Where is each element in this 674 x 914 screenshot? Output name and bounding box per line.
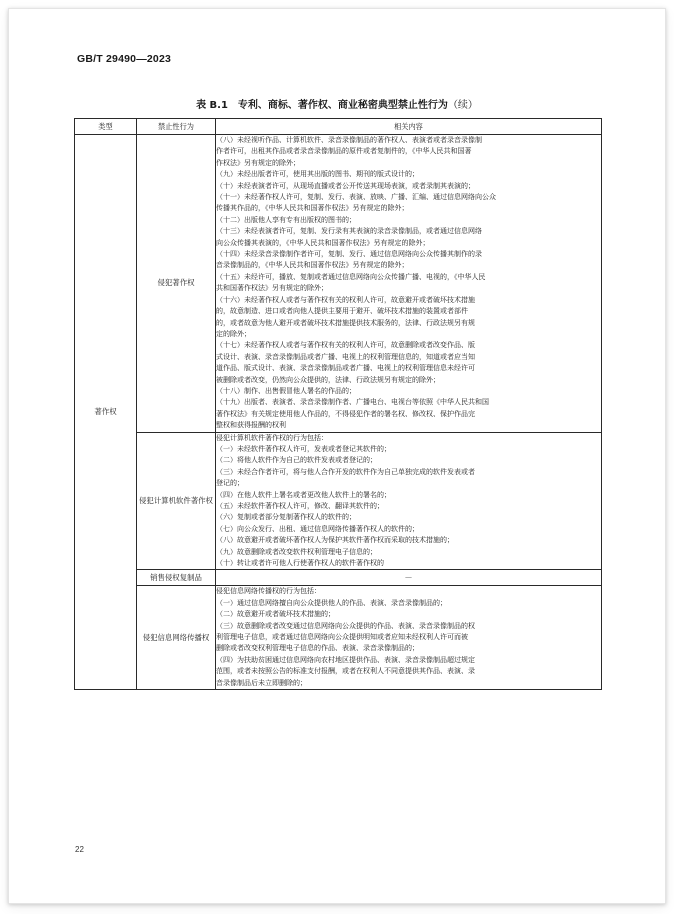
content-line: 共和国著作权法》另有规定的除外； (216, 284, 328, 293)
content-line: （二）故意避开或者破坏技术措施的； (216, 610, 335, 619)
content-line: 侵犯计算机软件著作权的行为包括： (216, 433, 328, 442)
content-line: （十五）未经许可，播放、复制或者通过信息网络向公众传播广播、电视的，《中华人民 (216, 272, 486, 281)
content-line: 整权和获得报酬的权利 (216, 421, 286, 430)
content-line: 范围，或者未按照公告的标准支付报酬，或者在权利人不同意提供其作品、表演、录 (216, 667, 475, 676)
prohibited-behaviors-table (74, 118, 602, 690)
content-cell (216, 135, 602, 433)
content-line: （九）未经出版者许可，使用其出版的图书、期刊的版式设计的； (216, 170, 419, 179)
content-line: （十二）出版他人享有专有出版权的图书的； (216, 215, 356, 224)
content-line: （十）转让或者许可他人行使著作权人的软件著作权的 (216, 559, 384, 568)
behavior-cell: 侵犯著作权 (137, 135, 216, 433)
content-line: （五）未经软件著作权人许可，修改、翻译其软件的； (216, 502, 384, 510)
content-lines (216, 135, 601, 432)
content-line: 著作权法》有关规定使用他人作品的，不得侵犯作者的署名权、修改权、保护作品完 (216, 409, 475, 418)
content-line: （四）在他人软件上署名或者更改他人软件上的署名的； (216, 490, 391, 499)
content-line: （十）未经表演者许可，从现场直播或者公开传送其现场表演，或者录制其表演的； (216, 181, 475, 190)
content-line: 被删除或者改变，仍然向公众提供的，法律、行政法规另有规定的除外； (216, 375, 440, 384)
content-line: （十八）制作、出售假冒他人署名的作品的； (216, 386, 356, 395)
content-line: 删除或者改变权利管理电子信息的作品、表演、录音录像制品的； (216, 644, 419, 653)
content-line: （二）将他人软件作为自己的软件发表或者登记的； (216, 456, 377, 465)
content-line: （十九）出版者、表演者、录音录像制作者、广播电台、电视台等依照《中华人民共和国 (216, 398, 489, 407)
content-line: 作权法》另有规定的除外； (216, 158, 300, 167)
content-line: 作者许可，出租其作品或者录音录像制品的原件或者复制件的，《中华人民共和国著 (216, 147, 472, 156)
column-header-content: 相关内容 (216, 119, 602, 135)
content-line: 音录像制品后未立即删除的； (216, 678, 307, 687)
behavior-cell: 侵犯计算机软件著作权 (137, 432, 216, 570)
table-title-continued: （续） (447, 100, 478, 111)
content-line: （十七）未经著作权人或者与著作权有关的权利人许可，故意删除或者改变作品、版 (216, 341, 475, 350)
content-line: 的，或者故意为他人避开或者破坏技术措施提供技术服务的，法律、行政法规另有规 (216, 318, 475, 327)
category-cell: 著作权 (75, 135, 137, 690)
content-line: （十六）未经著作权人或者与著作权有关的权利人许可，故意避开或者破坏技术措施 (216, 295, 475, 304)
table-row (75, 570, 602, 586)
page-number: 22 (75, 845, 84, 854)
content-line: （四）为扶助贫困通过信息网络向农村地区提供作品、表演、录音录像制品超过规定 (216, 655, 475, 664)
content-line: 利管理电子信息，或者通过信息网络向公众提供明知或者应知未经权利人许可而被 (216, 633, 468, 642)
content-line: （七）向公众发行、出租、通过信息网络传播著作权人的软件的； (216, 524, 419, 533)
standard-code: GB/T 29490—2023 (77, 53, 172, 65)
content-line: 定的除外； (216, 329, 251, 338)
content-line: （十三）未经表演者许可，复制、发行录有其表演的录音录像制品，或者通过信息网络 (216, 227, 482, 236)
content-line: （十一）未经著作权人许可，复制、发行、表演、放映、广播、汇编、通过信息网络向公众 (216, 193, 496, 202)
content-cell (216, 586, 602, 690)
table-row (75, 432, 602, 570)
content-line: 登记的； (216, 479, 244, 488)
content-line: （十四）未经录音录像制作者许可，复制、发行、通过信息网络向公众传播其制作的录 (216, 250, 482, 259)
content-line: （三）故意删除或者改变通过信息网络向公众提供的作品、表演、录音录像制品的权 (216, 621, 475, 630)
content-line: 音录像制品的，《中华人民共和国著作权法》另有规定的除外； (216, 261, 409, 270)
behavior-cell: 侵犯信息网络传播权 (137, 586, 216, 690)
table-row (75, 135, 602, 433)
table-header-row (75, 119, 602, 135)
content-line: 式设计、表演、录音录像制品或者广播、电视上的权利管理信息的，知道或者应当知 (216, 352, 475, 361)
content-line: 向公众传播其表演的，《中华人民共和国著作权法》另有规定的除外； (216, 238, 430, 247)
content-line: 传播其作品的，《中华人民共和国著作权法》另有规定的除外； (216, 204, 409, 213)
content-line: （八）未经视听作品、计算机软件、录音录像制品的著作权人、表演者或者录音录像制 (216, 136, 482, 144)
content-line: 道作品、版式设计、表演、录音录像制品或者广播、电视上的权利管理信息未经许可 (216, 364, 475, 373)
table-title (9, 96, 665, 111)
table-row (75, 586, 602, 690)
content-cell-empty: — (216, 570, 602, 586)
content-line: 的，故意制造、进口或者向他人提供主要用于避开、破坏技术措施的装置或者部件 (216, 307, 468, 316)
column-header-type: 类型 (75, 119, 137, 135)
content-lines (216, 586, 601, 689)
content-line: （八）故意避开或者破坏著作权人为保护其软件著作权而采取的技术措施的； (216, 536, 454, 545)
column-header-behavior: 禁止性行为 (137, 119, 216, 135)
content-line: （九）故意删除或者改变软件权利管理电子信息的； (216, 547, 377, 556)
content-cell (216, 432, 602, 570)
behavior-cell: 销售侵权复制品 (137, 570, 216, 586)
content-line: （一）通过信息网络擅自向公众提供他人的作品、表演、录音录像制品的； (216, 598, 447, 607)
document-page (8, 8, 666, 904)
content-lines (216, 433, 601, 570)
content-line: （六）复制或者部分复制著作权人的软件的； (216, 513, 356, 522)
content-line: 侵犯信息网络传播权的行为包括： (216, 587, 321, 596)
content-line: （三）未经合作者许可，将与他人合作开发的软件作为自己单独完成的软件发表或者 (216, 467, 475, 476)
content-line: （一）未经软件著作权人许可，发表或者登记其软件的； (216, 444, 391, 453)
table-title-text: 表 B.1 专利、商标、著作权、商业秘密典型禁止性行为 (196, 100, 448, 111)
